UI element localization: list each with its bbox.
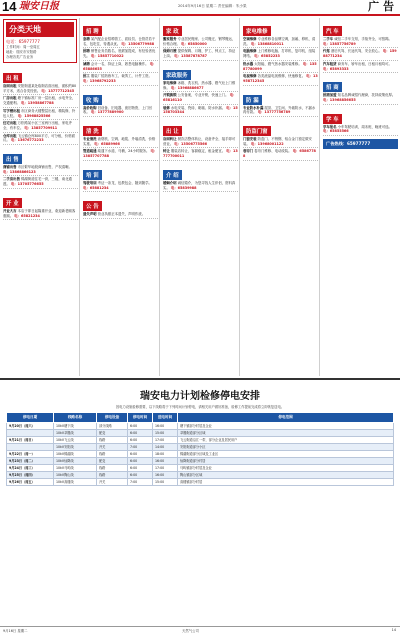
ad-item xyxy=(3,121,78,132)
ad-item xyxy=(3,84,78,95)
newspaper-logo: 瑞安日报 xyxy=(19,1,59,12)
ad-keyword: 高价收购 xyxy=(83,105,97,110)
table-cell: 线路 xyxy=(97,436,128,443)
ad-phone: 电：13958712345 xyxy=(243,74,318,83)
ad-keyword: 电视维修 xyxy=(243,74,257,79)
ad-phone: 电：15988771234 xyxy=(323,49,397,59)
table-cell: 10kV塘下线 xyxy=(54,422,97,429)
ad-keyword: 开业大吉 xyxy=(3,208,17,213)
ad-keyword: 写字楼出租 xyxy=(3,108,20,113)
ad-keyword: 招商加盟 xyxy=(323,93,337,98)
table-row xyxy=(7,465,394,472)
table-cell: 10kV高楼线 xyxy=(54,479,97,486)
table-cell: 9月22日（周一） xyxy=(7,450,54,457)
table-cell: 线路 xyxy=(97,465,128,472)
outage-table-body xyxy=(7,422,394,486)
table-row xyxy=(7,422,394,429)
ad-keyword: 二手房出售 xyxy=(3,177,20,182)
ad-keyword: 商铺出售 xyxy=(3,165,17,170)
category-tag: 培 训 xyxy=(83,170,102,180)
ad-text: 诚信二手车交易，手续齐全，可按揭。 xyxy=(334,37,392,41)
ad-text: 各类液晶电视维修，快速修复。 xyxy=(257,74,306,79)
ad-text: 飞云镇仓库800平方，可分租，价格面议。 xyxy=(3,133,75,143)
ad-text: 太阳能、燃气热水器安装维修。 xyxy=(254,61,302,66)
ad-keyword: 门窗安装 xyxy=(243,137,257,142)
ad-phone: 电：13968886677 xyxy=(170,85,204,90)
ad-text: 市区繁华地段商铺出售，产权清晰。 xyxy=(17,165,72,170)
ad-text: 服装厂招熟练车工、裁剪工，计件工资。 xyxy=(90,74,152,79)
table-cell xyxy=(7,429,54,436)
table-cell: 16:00 xyxy=(153,457,178,464)
ad-list xyxy=(2,65,79,220)
ad-item xyxy=(83,74,158,85)
ad-list xyxy=(162,18,239,192)
ad-item xyxy=(243,74,318,85)
ad-phone: 电：65839988 xyxy=(170,185,197,190)
table-row xyxy=(7,472,394,479)
ad-keyword: 仓库出租 xyxy=(3,133,17,138)
ad-item xyxy=(3,134,78,145)
col-header: 线路名称 xyxy=(54,412,97,422)
ad-text: 考证一条龙，包教包会，随到随学。 xyxy=(97,180,152,185)
table-cell: 陶山镇部分区域 xyxy=(178,472,394,479)
table-cell: 10kV莘塍线 xyxy=(54,429,97,436)
ad-keyword: 招工 xyxy=(83,74,90,79)
ad-phone: 电：13868866123 xyxy=(3,169,36,174)
ad-keyword: 管道疏通 xyxy=(83,149,97,154)
classified-phone: 电话：65977777 xyxy=(6,39,40,44)
table-cell: 6:00 xyxy=(128,465,153,472)
category-tag: 开 业 xyxy=(3,198,22,208)
category-tag: 出 让 xyxy=(163,126,182,136)
ad-item xyxy=(323,62,398,73)
ad-keyword: 代驾 xyxy=(323,49,330,54)
table-cell: 10kV飞云线 xyxy=(54,436,97,443)
category-tag: 防盗门窗 xyxy=(243,126,271,136)
category-tag: 防 漏 xyxy=(243,95,262,105)
ad-text: 万松路某小区三室两厅出租，家电齐全，有车位。 xyxy=(3,121,72,130)
issue-info: 2014年9月16日 星期二 责任编辑：朱小果 xyxy=(178,4,247,8)
ad-hotline: 广告热线：65977777 xyxy=(323,139,398,149)
ad-phone: 电：13968001122 xyxy=(250,141,284,146)
table-cell: 7:00 xyxy=(128,479,153,486)
ad-item xyxy=(163,93,238,104)
category-tag: 出 租 xyxy=(3,73,22,83)
table-cell: 线路 xyxy=(97,472,128,479)
column-5 xyxy=(322,18,399,376)
ad-phone: 电：65855566 xyxy=(323,129,349,134)
ad-item xyxy=(163,181,238,192)
table-cell: 配变 xyxy=(97,429,128,436)
table-cell: 18:00 xyxy=(153,450,178,457)
ad-text: 油烟机、空调、地毯、外墙清洗，价格实惠。 xyxy=(83,137,156,146)
ad-text: 屋顶、卫生间、外墙防水，不漏水再付款。 xyxy=(243,105,316,115)
table-cell: 6:00 xyxy=(128,436,153,443)
ad-text: 冰箱、洗衣机、热水器、燃气灶上门维修。 xyxy=(163,80,236,90)
ad-keyword: 保姆月嫂 xyxy=(163,49,177,54)
ad-phone: 电：13968856655 xyxy=(323,97,356,102)
ad-keyword: 专业清洗 xyxy=(83,137,97,142)
ad-keyword: 住宅出租 xyxy=(3,121,17,126)
table-cell: 飞云街道沿江一带，部分企业及居民用户 xyxy=(178,436,394,443)
ad-keyword: 专业防水补漏 xyxy=(243,105,264,110)
table-cell: 安阳街道部分小区 xyxy=(178,443,394,450)
ad-keyword: 厂房出租 xyxy=(3,96,17,101)
ad-phone: 电：65893333 xyxy=(323,66,349,71)
ad-phone: 电：65886655 xyxy=(83,61,157,71)
ad-phone: 电：65867788 xyxy=(243,149,316,159)
ad-phone: 电：15857710022 xyxy=(90,54,124,59)
ad-keyword: 店面转让 xyxy=(163,137,177,142)
ad-keyword: 汽车租赁 xyxy=(323,61,337,66)
table-row xyxy=(7,457,394,464)
ad-item xyxy=(83,149,158,160)
ad-keyword: 空调维修 xyxy=(243,37,257,41)
table-cell: 锦湖街道部分区域及工业区 xyxy=(178,450,394,457)
col-header: 停电设备 xyxy=(97,412,128,422)
ad-text: 服装店转让，客源稳定，租金便宜。 xyxy=(170,149,226,154)
category-tag: 学 车 xyxy=(323,114,342,124)
ad-keyword: 婚姻介绍 xyxy=(163,180,177,185)
classified-line: 办理各类广告业务 xyxy=(6,55,34,59)
ad-keyword: 卷帘门 xyxy=(243,149,254,154)
ad-phone: 电：13506779988 xyxy=(121,41,155,46)
ad-keyword: 招聘 xyxy=(83,49,90,54)
col-header: 送电时间 xyxy=(153,412,178,422)
ad-phone: 电：65816110 xyxy=(163,93,237,102)
ad-item xyxy=(323,93,398,104)
table-cell: 塘下镇部分村居及企业 xyxy=(178,422,394,429)
category-tag: 招 商 xyxy=(323,82,342,92)
ad-text: 水电安装、瓷砖、刷墙、防水补漏。 xyxy=(170,105,226,110)
section-title: 广 告 xyxy=(368,0,394,13)
column-3 xyxy=(162,18,240,376)
ad-item xyxy=(83,181,158,192)
table-cell xyxy=(7,443,54,450)
ad-keyword: 家电维修 xyxy=(163,80,177,85)
ad-phone: 电：13958867788 xyxy=(21,101,54,106)
table-cell: 17:00 xyxy=(153,436,178,443)
ad-phone: 电：13777756789 xyxy=(257,110,291,115)
ad-text: 营业执照正本遗失，声明作废。 xyxy=(97,212,146,217)
page-header xyxy=(0,0,400,16)
ad-keyword: 驾驶培训 xyxy=(83,180,97,185)
footer-page: 14 xyxy=(391,628,396,632)
ad-phone: 电：15158703344 xyxy=(163,105,238,115)
ad-phone: 电：15968825566 xyxy=(17,113,51,118)
ad-item xyxy=(83,106,158,117)
table-row xyxy=(7,450,394,457)
ad-text: 餐饮店整体转让，设备齐全，接手即可营业。 xyxy=(163,137,236,146)
table-row xyxy=(7,429,394,436)
table-cell: 17:00 xyxy=(153,465,178,472)
table-cell: 6:00 xyxy=(128,457,153,464)
ad-text: 塘下镇标准厂房一层出租，水电齐全，交通便利。 xyxy=(3,96,76,106)
ad-text: 公安备案，专业开锁，快速上门。 xyxy=(177,93,229,98)
col-header: 停电日期 xyxy=(7,412,54,422)
ad-text: 市区商务大楼整层出租，精装修，拎包入驻。 xyxy=(3,108,76,118)
ad-phone: 电：13777700011 xyxy=(163,149,238,159)
ad-item xyxy=(83,49,158,60)
ad-phone: 电：13777712345 xyxy=(41,88,75,93)
ad-text: 某汽配企业招聘普工、质检员、仓管员若干名，包吃住，待遇从优。 xyxy=(83,37,156,46)
table-cell: 6:00 xyxy=(128,472,153,479)
ad-phone: 电：13676772233 xyxy=(10,138,44,143)
classified-line: 地址：瑞安市安阳路 xyxy=(6,50,37,54)
ad-keyword: 遗失声明 xyxy=(83,212,97,217)
table-cell: 开关 xyxy=(97,443,128,450)
ad-item xyxy=(83,62,158,73)
ad-keyword: 急聘 xyxy=(83,37,90,41)
ad-item xyxy=(83,37,158,48)
ad-keyword: 热水器 xyxy=(243,61,254,66)
table-row xyxy=(7,436,394,443)
table-cell: 6:00 xyxy=(128,429,153,436)
ad-phone: 电：65881234 xyxy=(83,185,109,190)
ad-text: 安阳街道某处临街店面出租，面积约80平方米，适合各类经营。 xyxy=(3,84,77,93)
ad-phone: 电：13868810011 xyxy=(250,41,284,46)
ad-text: 销售业务员数名，底薪加提成，有经验者优先。 xyxy=(83,49,156,59)
ad-keyword: 电脑维修 xyxy=(243,49,257,54)
table-cell: 6:00 xyxy=(128,450,153,457)
ad-keyword: 转让 xyxy=(163,149,170,154)
classified-brand-box xyxy=(3,19,77,63)
ad-phone: 电：13587878787 xyxy=(174,54,207,59)
ad-text: 诚信婚介，为您寻找人生伴侣，资料真实。 xyxy=(163,180,236,190)
ad-item xyxy=(83,212,158,219)
table-cell: 16:00 xyxy=(153,422,178,429)
ad-keyword: 搬家服务 xyxy=(163,37,177,41)
ad-item xyxy=(3,165,78,176)
table-cell: 9月23日（周二） xyxy=(7,457,54,464)
ad-phone: 电：13705776655 xyxy=(10,182,44,187)
category-tag: 收 购 xyxy=(83,95,102,105)
table-cell: 10kV安阳线 xyxy=(54,443,97,450)
ad-keyword: 学车报名 xyxy=(323,124,337,129)
category-tag: 家电维修 xyxy=(243,26,271,36)
column-1 xyxy=(2,18,80,376)
category-tag: 公 告 xyxy=(83,201,102,211)
ad-item xyxy=(243,62,318,73)
ad-item xyxy=(3,109,78,120)
category-tag: 清 洗 xyxy=(83,126,102,136)
ad-item xyxy=(163,106,238,117)
ad-item xyxy=(243,49,318,60)
ad-item xyxy=(323,49,398,60)
category-tag: 出 售 xyxy=(3,154,22,164)
ad-text: 专业居民搬家、公司搬迁、钢琴搬运，价格合理。 xyxy=(163,37,236,46)
ad-item xyxy=(163,137,238,148)
category-tag: 汽 车 xyxy=(323,26,342,36)
ad-item xyxy=(323,37,398,48)
table-cell: 15:00 xyxy=(153,429,178,436)
ad-phone: 电：65852233 xyxy=(254,54,280,59)
ad-phone: 电：13857756789 xyxy=(323,41,356,46)
page-number: 14 xyxy=(2,0,17,14)
ad-item xyxy=(243,149,318,160)
ad-phone: 电：65850000 xyxy=(181,41,207,46)
ad-phone: 电：13968792233 xyxy=(83,78,116,83)
table-cell: 线路 xyxy=(97,450,128,457)
ad-phone: 电：13857709911 xyxy=(24,125,58,130)
ad-text: 会计一名，持证上岗，熟悉电脑操作。 xyxy=(90,61,149,66)
table-cell: 10kV锦湖线 xyxy=(54,450,97,457)
col-header: 停电范围 xyxy=(178,412,394,422)
ad-text: 酒后代驾、长途代驾，安全放心。 xyxy=(330,49,382,54)
column-4 xyxy=(242,18,320,376)
table-cell: 仙降街道部分村居 xyxy=(178,457,394,464)
table-cell: 马屿镇部分村居及企业 xyxy=(178,465,394,472)
ad-keyword: 店面出租 xyxy=(3,84,17,88)
table-cell: 配变 xyxy=(97,457,128,464)
table-cell: 开关 xyxy=(97,479,128,486)
category-tag: 家政服务 xyxy=(163,70,191,80)
col-header: 停电时间 xyxy=(128,412,153,422)
table-cell: 6:00 xyxy=(128,422,153,429)
column-2 xyxy=(82,18,160,376)
table-cell: 部分线路 xyxy=(97,422,128,429)
ad-item xyxy=(163,149,238,160)
table-cell: 15:00 xyxy=(153,479,178,486)
outage-table-header xyxy=(7,412,394,422)
ad-list xyxy=(322,18,399,136)
table-row xyxy=(7,443,394,450)
table-cell: 9月26日（周五） xyxy=(7,479,54,486)
ad-text: 疏通下水道、马桶，24小时服务。 xyxy=(97,149,150,154)
table-row xyxy=(7,479,394,486)
ad-text: 旧设备、旧电器、废旧物资，上门回收。 xyxy=(83,105,152,115)
ad-item xyxy=(323,125,398,136)
ad-item xyxy=(163,37,238,48)
outage-notice xyxy=(0,378,400,636)
ad-item xyxy=(163,81,238,92)
ad-item xyxy=(163,49,238,60)
outage-title: 瑞安电力计划检修停电安排 xyxy=(140,391,260,402)
outage-table xyxy=(6,412,394,487)
table-cell: 9月24日（周三） xyxy=(7,465,54,472)
ad-phone: 电：13587780099 xyxy=(243,61,317,71)
ad-item xyxy=(243,106,318,117)
ad-keyword: 二手车 xyxy=(323,37,334,41)
table-cell: 7:00 xyxy=(128,443,153,450)
table-cell: 14:00 xyxy=(153,443,178,450)
table-cell: 16:00 xyxy=(153,472,178,479)
ad-item xyxy=(3,209,78,220)
ad-item xyxy=(83,137,158,148)
ad-item xyxy=(3,177,78,188)
ad-keyword: 诚聘 xyxy=(83,61,90,66)
footer-date: 9月16日 星期二 xyxy=(3,629,28,633)
page-footer xyxy=(0,626,400,634)
table-cell: 莘塍街道部分区域 xyxy=(178,429,394,436)
ad-phone: 电：13506775566 xyxy=(174,141,207,146)
category-tag: 介 绍 xyxy=(163,170,182,180)
ad-text: 小车驾驶培训，周末班、晚班可选。 xyxy=(337,124,392,129)
category-tag: 家 政 xyxy=(163,26,182,36)
table-cell: 10kV马屿线 xyxy=(54,465,97,472)
category-tag: 招 聘 xyxy=(83,26,102,36)
ad-text: 商务车、轿车出租，日租月租均可。 xyxy=(337,61,392,66)
ad-phone: 电：13777889900 xyxy=(90,110,124,115)
ad-list xyxy=(242,18,319,161)
ad-text: 本店于即日起隆重开业，欢迎新老顾客惠顾。 xyxy=(3,208,76,218)
ad-item xyxy=(3,96,78,107)
ad-keyword: 装修 xyxy=(163,105,170,110)
ad-text: 专业维修各品牌空调，加氟、移机、清洗。 xyxy=(243,37,316,46)
table-cell: 9月21日（周日） xyxy=(7,436,54,443)
ad-phone: 电：13857707788 xyxy=(83,149,158,159)
classified-title: 分类天地 xyxy=(6,22,74,37)
ad-phone: 电：65821234 xyxy=(14,213,40,218)
ad-text: 锦湖街道住宅一套，三楼，南北通透。 xyxy=(3,177,72,187)
classified-line: 工作时间：周一至周五 xyxy=(6,45,40,49)
table-cell: 10kV仙降线 xyxy=(54,457,97,464)
ad-phone: 电：65889966 xyxy=(94,141,120,146)
ad-list xyxy=(82,18,159,219)
classified-area xyxy=(0,18,400,376)
ad-keyword: 开锁换锁 xyxy=(163,93,177,98)
ad-item xyxy=(243,37,318,48)
ad-text: 卷帘门维修、电动改装。 xyxy=(254,149,292,154)
outage-intro: 因电力设施检修需要，以下线路将于下列时间计划停电，请相关用户做好准备，检修工作提前完成将立即恢复送电。 xyxy=(115,405,285,409)
table-cell: 高楼镇部分村居 xyxy=(178,479,394,486)
ad-item xyxy=(243,137,318,148)
table-cell: 10kV陶山线 xyxy=(54,472,97,479)
footer-center: 天然气公司 xyxy=(182,629,199,633)
ad-text: 上门维修电脑、打印机、复印机，组装网络。 xyxy=(243,49,316,59)
table-cell: 9月20日（周六） xyxy=(7,422,54,429)
table-cell: 9月25日（周四） xyxy=(7,472,54,479)
ad-text: 防盗门、不锈钢、铝合金门窗定做安装。 xyxy=(243,137,312,146)
ad-text: 提供保姆、月嫂、护工、钟点工，持证上岗。 xyxy=(163,49,236,59)
ad-text: 知名品牌诚招代理商，扶持政策优厚。 xyxy=(337,93,396,98)
